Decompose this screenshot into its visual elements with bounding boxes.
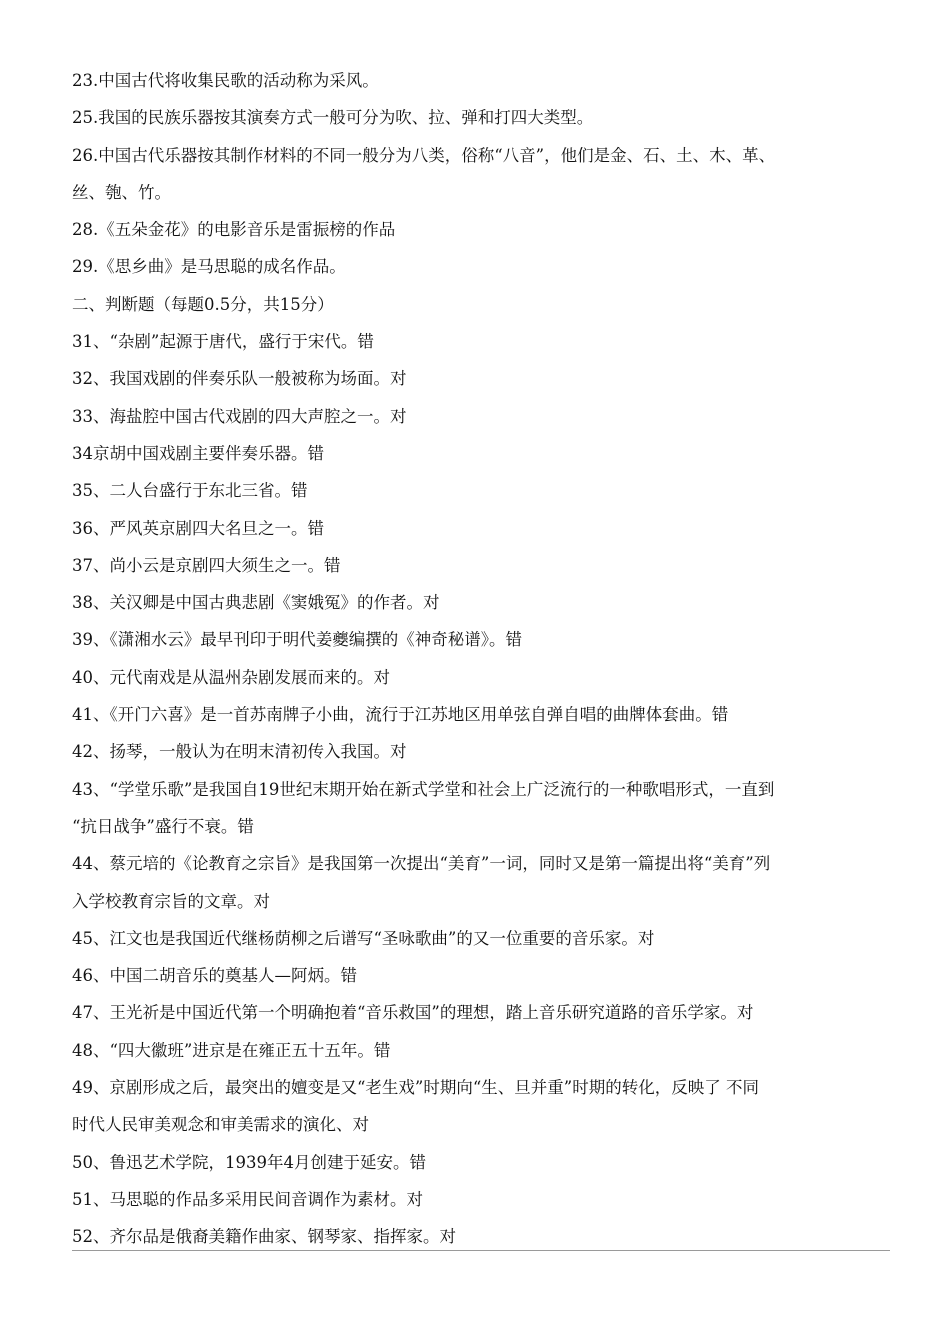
text-line: 51、马思聪的作品多采用民间音调作为素材。对 (72, 1189, 423, 1209)
section-heading: 二、判断题（每题0.5分，共15分） (72, 294, 334, 314)
text-line: 52、齐尔品是俄裔美籍作曲家、钢琴家、指挥家。对 (72, 1227, 456, 1247)
footer-divider (72, 1250, 890, 1251)
text-line: 36、严风英京剧四大名旦之一。错 (72, 518, 324, 538)
text-line: 28.《五朵金花》的电影音乐是雷振榜的作品 (72, 220, 396, 240)
text-line: 32、我国戏剧的伴奏乐队一般被称为场面。对 (72, 369, 407, 389)
text-line: 40、元代南戏是从温州杂剧发展而来的。对 (72, 667, 390, 687)
text-line: 47、王光祈是中国近代第一个明确抱着“音乐救国”的理想，踏上音乐研究道路的音乐学家。对 (72, 1003, 754, 1023)
text-line: 41、《开门六喜》是一首苏南牌子小曲，流行于江苏地区用单弦自弹自唱的曲牌体套曲。错 (72, 705, 729, 725)
text-line: 49、京剧形成之后，最突出的嬗变是又“老生戏”时期向“生、旦并重”时期的转化，反映了 不同 (72, 1078, 759, 1098)
text-line: 31、“杂剧”起源于唐代，盛行于宋代。错 (72, 332, 374, 352)
text-line: 44、蔡元培的《论教育之宗旨》是我国第一次提出“美育”一词，同时又是第一篇提出将“美育”列 (72, 854, 771, 874)
text-line: 39、《潇湘水云》最早刊印于明代姜夔编撰的《神奇秘谱》。错 (72, 630, 522, 650)
text-line: 43、“学堂乐歌”是我国自19世纪末期开始在新式学堂和社会上广泛流行的一种歌唱形式，一直到 (72, 779, 775, 799)
text-line: 35、二人台盛行于东北三省。错 (72, 481, 308, 501)
text-line: 46、中国二胡音乐的奠基人—阿炳。错 (72, 966, 357, 986)
text-line: 入学校教育宗旨的文章。对 (72, 891, 270, 911)
document-page (72, 62, 890, 1256)
text-line: 50、鲁迅艺术学院，1939年4月创建于延安。错 (72, 1152, 426, 1172)
text-line: 丝、匏、竹。 (72, 182, 171, 202)
text-line: 33、海盐腔中国古代戏剧的四大声腔之一。对 (72, 406, 407, 426)
text-line: 34京胡中国戏剧主要伴奏乐器。错 (72, 443, 324, 463)
text-line: 48、“四大徽班”进京是在雍正五十五年。错 (72, 1040, 391, 1060)
text-line: 25.我国的民族乐器按其演奏方式一般可分为吹、拉、弹和打四大类型。 (72, 108, 594, 128)
text-line: 29.《思乡曲》是马思聪的成名作品。 (72, 257, 346, 277)
text-line: 时代人民审美观念和审美需求的演化、对 (72, 1115, 369, 1135)
text-line: 45、江文也是我国近代继杨荫柳之后谱写“圣咏歌曲”的又一位重要的音乐家。对 (72, 928, 655, 948)
text-line: 26.中国古代乐器按其制作材料的不同一般分为八类，俗称“八音”，他们是金、石、土、木、革、 (72, 145, 776, 165)
text-line: 37、尚小云是京剧四大须生之一。错 (72, 555, 341, 575)
text-line: “抗日战争”盛行不衰。错 (72, 816, 254, 836)
text-line: 23.中国古代将收集民歌的活动称为采风。 (72, 71, 379, 90)
text-line: 42、扬琴，一般认为在明末清初传入我国。对 (72, 742, 407, 762)
text-line: 38、关汉卿是中国古典悲剧《窦娥冤》的作者。对 (72, 593, 440, 613)
